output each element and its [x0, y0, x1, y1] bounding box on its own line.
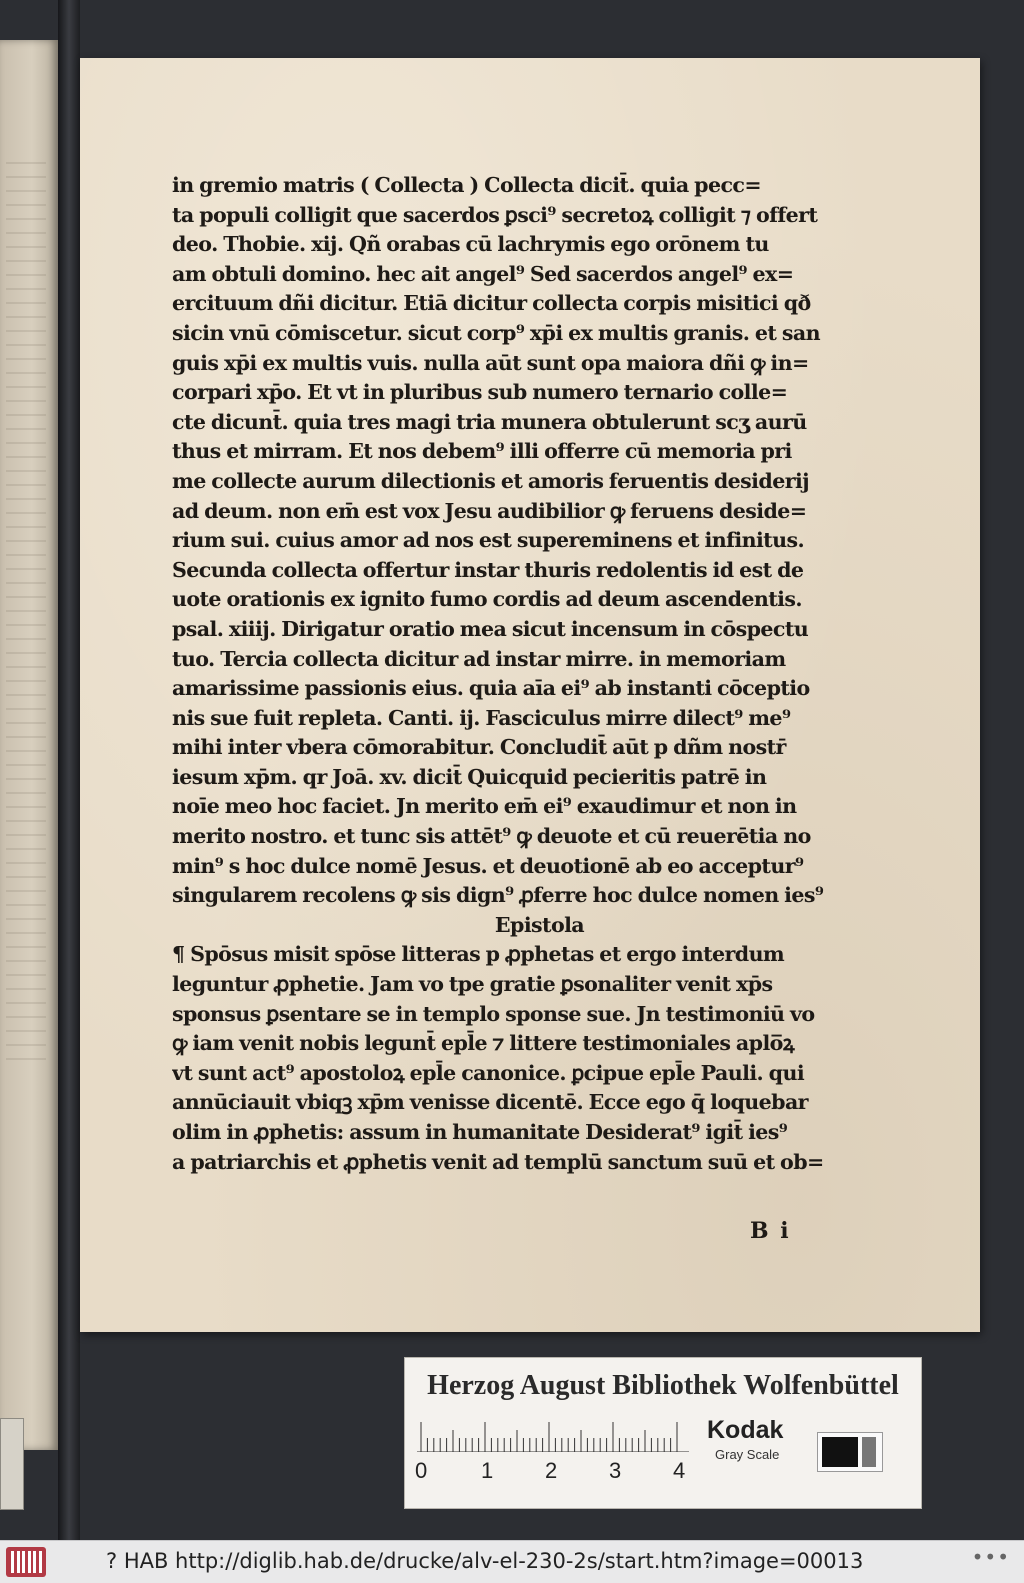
text-line: tuo. Tercia collecta dicitur ad instar mirre. in memoriam	[172, 646, 786, 671]
text-line: ad deum. non em̄ est vox Jesu audibilior ꝙ feruens deside=	[172, 498, 807, 523]
text-line: nis sue fuit repleta. Canti. ij. Fasciculus mirre dilect⁹ me⁹	[172, 705, 791, 730]
text-line: me collecte aurum dilectionis et amoris feruentis desiderij	[172, 468, 810, 493]
text-line: ta populi colligit que sacerdos ꝑsci⁹ secretoꝝ colligit ⁊ offert	[172, 202, 818, 227]
text-line: leguntur ꝓphetie. Jam vo tpe gratie ꝑsonaliter venit xp̄s	[172, 972, 773, 997]
ruler-number: 1	[481, 1458, 494, 1483]
text-line: ercituum dñi dicitur. Etiā dicitur collecta corpis misitici qð	[172, 291, 811, 316]
color-target	[404, 1357, 922, 1509]
text-line: iesum xp̄m. qr Joā. xv. dicit̄ Quicquid pecieritis patrē in	[172, 764, 767, 789]
page-text	[172, 171, 907, 1177]
printed-page	[80, 58, 980, 1332]
text-line: min⁹ s hoc dulce nomē Jesus. et deuotionē ab eo acceptur⁹	[172, 853, 804, 878]
text-line: guis xp̄i ex multis vuis. nulla aūt sunt opa maiora dñi ꝙ in=	[172, 350, 809, 375]
text-line: olim in ꝓphetis: assum in humanitate Desiderat⁹ igit̄ ies⁹	[172, 1120, 788, 1144]
book-gutter	[58, 0, 80, 1540]
text-line: ꝙ iam venit nobis legunt̄ epl̄e ⁊ littere testimoniales aplo̅ꝝ	[172, 1031, 795, 1056]
text-line: uote orationis ex ignito fumo cordis ad deum ascendentis.	[172, 587, 802, 612]
text-line: sponsus ꝑsentare se in templo sponse sue. Jn testimoniū vo	[172, 1001, 815, 1026]
section-heading: Epistola	[494, 912, 585, 937]
page-url[interactable]: ? HAB http://diglib.hab.de/drucke/alv-el-230-2s/start.htm?image=00013	[106, 1549, 864, 1573]
text-line: psal. xiiij. Dirigatur oratio mea sicut incensum in cōspectu	[172, 616, 809, 641]
text-line: am obtuli domino. hec ait angel⁹ Sed sacerdos angel⁹ ex=	[172, 261, 794, 286]
text-line: Secunda collecta offertur instar thuris redolentis id est de	[172, 557, 804, 582]
hab-barcode-icon[interactable]	[6, 1547, 46, 1577]
ruler-number: 4	[673, 1458, 686, 1483]
spine-label	[0, 1418, 24, 1510]
text-line: mihi inter vbera cōmorabitur. Concludit̄ aūt p dñm nostr̄	[172, 735, 786, 760]
text-line: sicin vnū cōmiscetur. sicut corp⁹ xp̄i ex multis granis. et san	[172, 320, 820, 345]
gray-swatch	[817, 1432, 883, 1472]
text-line: annūciauit vbiqꝫ xp̄m venisse dicentē. Ecce ego q̄ loquebar	[172, 1090, 808, 1115]
kodak-brand: Kodak	[707, 1416, 784, 1444]
text-line: rium sui. cuius amor ad nos est supereminens et infinitus.	[172, 528, 805, 553]
text-line: a patriarchis et ꝓphetis venit ad templū sanctum suū et ob=	[172, 1149, 824, 1174]
signature-mark: B i	[750, 1218, 791, 1244]
text-line: noīe meo hoc faciet. Jn merito em̄ ei⁹ exaudimur et non in	[172, 794, 797, 819]
text-line: singularem recolens ꝙ sis dign⁹ ꝓferre hoc dulce nomen ies⁹	[172, 883, 824, 908]
left-page-edge	[0, 40, 58, 1450]
ruler-number: 3	[609, 1458, 622, 1483]
text-line: thus et mirram. Et nos debem⁹ illi offerre cū memoria pri	[172, 439, 792, 464]
text-line: in gremio matris ( Collecta ) Collecta dicit̄. quia pecc=	[172, 173, 762, 197]
black-patch	[822, 1437, 858, 1467]
text-line: vt sunt act⁹ apostoloꝝ epl̄e canonice. ꝑcipue epl̄e Pauli. qui	[172, 1060, 805, 1085]
text-line: corpari xp̄o. Et vt in pluribus sub numero ternario colle=	[172, 380, 788, 405]
gray-scale-label: Gray Scale	[715, 1447, 780, 1462]
text-line: deo. Thobie. xij. Qñ orabas cū lachrymis ego orōnem tu	[172, 232, 769, 257]
ruler-number: 2	[545, 1458, 558, 1483]
ruler-number: 0	[415, 1458, 428, 1483]
text-line: ¶ Spōsus misit spōse litteras p ꝓphetas et ergo interdum	[172, 942, 785, 967]
text-line: merito nostro. et tunc sis attēt⁹ ꝙ deuote et cū reuerētia no	[172, 824, 811, 849]
browser-status-bar	[0, 1540, 1024, 1583]
more-icon[interactable]: •••	[971, 1545, 1010, 1569]
ruler-icon	[417, 1412, 689, 1452]
text-line: cte dicunt̄. quia tres magi tria munera obtulerunt scʒ aurū	[172, 409, 807, 434]
library-name: Herzog August Bibliothek Wolfenbüttel	[427, 1370, 899, 1401]
text-line: amarissime passionis eius. quia aīa ei⁹ ab instanti cōceptio	[172, 676, 810, 701]
gray-patch	[862, 1437, 876, 1467]
